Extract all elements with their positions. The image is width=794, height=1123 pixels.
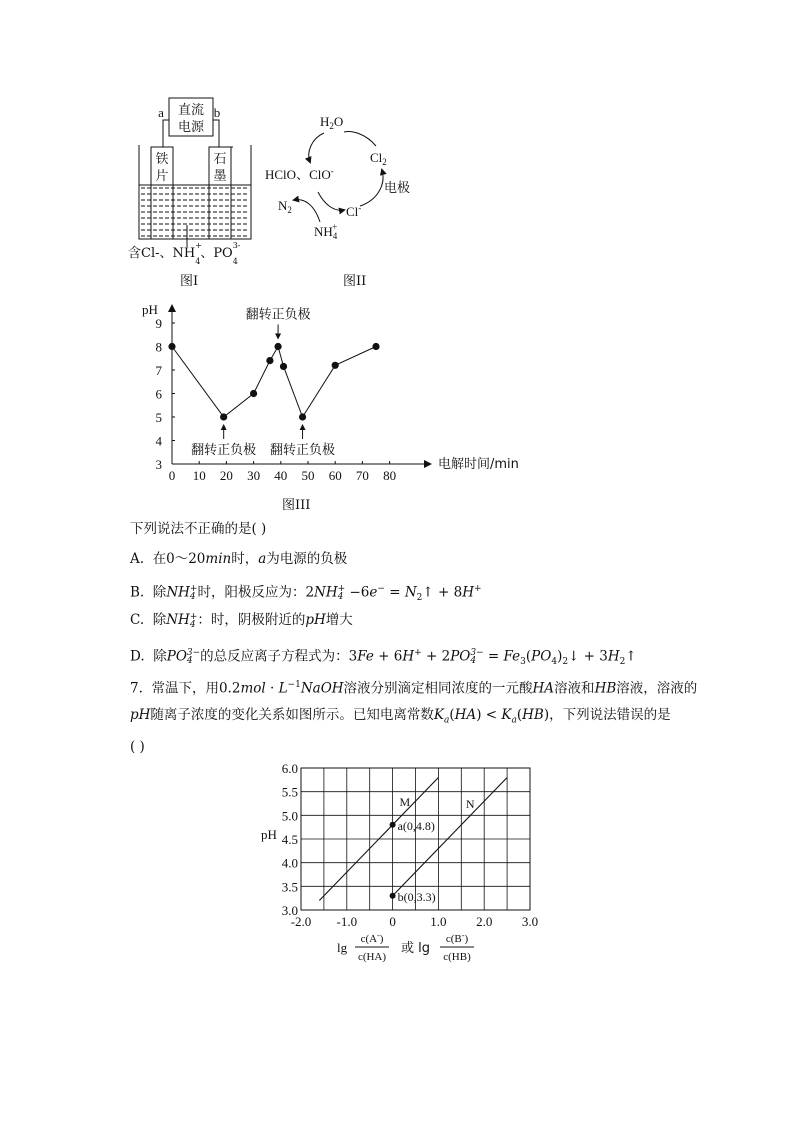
x-tick-label: 0 [389, 914, 396, 929]
power-supply-line2: 电源 [177, 120, 205, 135]
wire-a [151, 120, 169, 147]
figure-3-ph-chart [130, 292, 540, 492]
hclo-label: HClO、ClO- [265, 166, 334, 183]
electrolyte-label: 含Cl-、NH + $_4$、PO 3- $_4$ [128, 241, 241, 266]
q7-line3: ( ) [130, 739, 145, 755]
q6-option-b[interactable]: B. 除NH+ 4 时，阳极反应为：2NH+ $4 -6e^- = N_2↑ + 8H^+$ [130, 584, 482, 604]
q7-number: 7. [130, 680, 143, 697]
point-b [390, 893, 396, 899]
data-point [332, 362, 339, 369]
data-point [274, 343, 281, 350]
point-label-a: a(0,4.8) [397, 818, 435, 833]
y-tick-label: 7 [155, 363, 162, 378]
x-tick-label: -1.0 [336, 914, 358, 929]
terminal-a-label: a [158, 105, 164, 120]
data-point [372, 343, 379, 350]
q7-line1: 7. 常温下，用$0.2mol \cdot L^{-1}NaOH$溶液分别滴定相同浓度的一元酸HA溶液和HB溶液，溶液的 [130, 680, 698, 697]
x-label-frac1-den: c(HA) [357, 951, 387, 963]
arrow-cl-to-cl2 [360, 170, 383, 206]
data-point [168, 343, 175, 350]
y-tick-label: 5.5 [281, 784, 298, 800]
q6-option-a[interactable]: A. 在0～20min时，a为电源的负极 [130, 551, 348, 567]
n2-label: $N_2$ [278, 198, 292, 215]
x-tick-label: 10 [192, 468, 206, 483]
y-tick-label: 4.5 [281, 832, 298, 847]
point-a [390, 822, 396, 828]
y-axis-label: pH [142, 302, 158, 317]
option-c-letter: C. [130, 612, 145, 628]
y-tick-label: 9 [155, 316, 162, 331]
arrow-hclo-to-cl [318, 192, 344, 210]
cl2-label: $Cl_2$ [370, 150, 387, 167]
q7-line2: pH随离子浓度的变化关系如图所示。已知电离常数$K_a(HA) < K_a(HB)$，下列说法错误的是 [130, 707, 671, 726]
data-point [220, 413, 227, 420]
q6-stem: 下列说法不正确的是( ) [130, 521, 267, 537]
y-tick-label: 4.0 [281, 855, 298, 871]
arc-cl2-to-h2o [344, 132, 376, 146]
y-tick-label: 5.0 [281, 808, 298, 824]
option-a-letter: A. [130, 551, 145, 567]
y-tick-label: 4 [155, 433, 162, 449]
y-axis-label: pH [261, 827, 277, 842]
x-label-frac2-num: c(B-) [445, 931, 469, 945]
series-label-n: N [465, 797, 475, 812]
x-tick-label: 0 [168, 468, 176, 483]
nh4-label: $NH_4+$ [314, 222, 338, 241]
figure-1-label: 图I [180, 274, 199, 289]
y-tick-label: 3.0 [281, 903, 298, 918]
x-tick-label: 20 [219, 468, 233, 483]
x-tick-label: 60 [328, 468, 342, 483]
x-tick-label: 50 [301, 468, 315, 483]
figure-2-label: 图II [343, 274, 367, 289]
q6-option-c[interactable]: C. 除NH+ 4 ：时，阴极附近的pH增大 [130, 611, 353, 630]
x-label-prefix-1: lg [337, 940, 348, 955]
y-tick-label: 5 [155, 410, 162, 425]
annotation-flip-polarity: 翻转正负极 [191, 443, 257, 458]
x-axis-label: 电解时间/min [438, 457, 519, 472]
data-point [250, 390, 257, 397]
terminal-b-label: b [213, 105, 221, 120]
annotation-flip-polarity: 翻转正负极 [270, 443, 336, 458]
x-tick-label: 80 [383, 468, 397, 483]
x-tick-label: 40 [274, 468, 288, 483]
iron-label-1: 铁 [155, 152, 169, 167]
q6-option-d[interactable]: D. 除PO3− 4 的总反应离子方程式为：3Fe + 6H+ + 2PO3− $4 = Fe_3(PO_4)_2↓$ + $3H_2↑$ [130, 648, 637, 668]
y-tick-label: 6.0 [281, 761, 298, 776]
y-tick-label: 3.5 [281, 879, 298, 895]
iron-label-2: 片 [155, 169, 169, 184]
data-point [299, 413, 306, 420]
ph-series-line [172, 347, 376, 418]
h2o-label: $H_2O$ [320, 114, 344, 131]
x-label-or: 或 lg [401, 941, 430, 956]
cl-minus-label: Cl- [346, 203, 362, 219]
point-label-b: b(0,3.3) [397, 889, 436, 904]
option-b-letter: B. [130, 584, 145, 601]
data-point [280, 363, 287, 370]
series-label-m: M [399, 794, 411, 809]
x-tick-label: 1.0 [430, 914, 447, 929]
x-tick-label: 2.0 [476, 914, 493, 929]
annotation-flip-polarity: 翻转正负极 [245, 307, 311, 323]
option-d-letter: D. [130, 648, 145, 665]
figure-3-label: 图III [282, 498, 311, 513]
figure-4-titration-chart [255, 758, 539, 973]
y-tick-label: 3 [155, 457, 162, 472]
electrode-label: 电极 [384, 181, 411, 196]
wire-b [213, 120, 233, 147]
x-label-frac1-num: c(A-) [360, 931, 384, 945]
power-supply-line1: 直流 [177, 103, 205, 118]
arrow-nh4-to-n2 [294, 200, 320, 222]
y-tick-label: 6 [155, 386, 162, 402]
figure-2-cycle [260, 108, 430, 248]
graphite-label-2: 墨 [213, 169, 227, 184]
x-tick-label: 30 [247, 468, 261, 483]
x-tick-label: 3.0 [521, 914, 539, 929]
graphite-label-1: 石 [213, 152, 227, 167]
y-tick-label: 8 [155, 339, 162, 355]
x-label-frac2-den: c(HB) [443, 951, 471, 963]
arrow-h2o-to-hclo [309, 133, 324, 162]
data-point [266, 357, 273, 364]
x-tick-label: 70 [355, 468, 369, 483]
x-tick-label: -2.0 [290, 914, 312, 929]
